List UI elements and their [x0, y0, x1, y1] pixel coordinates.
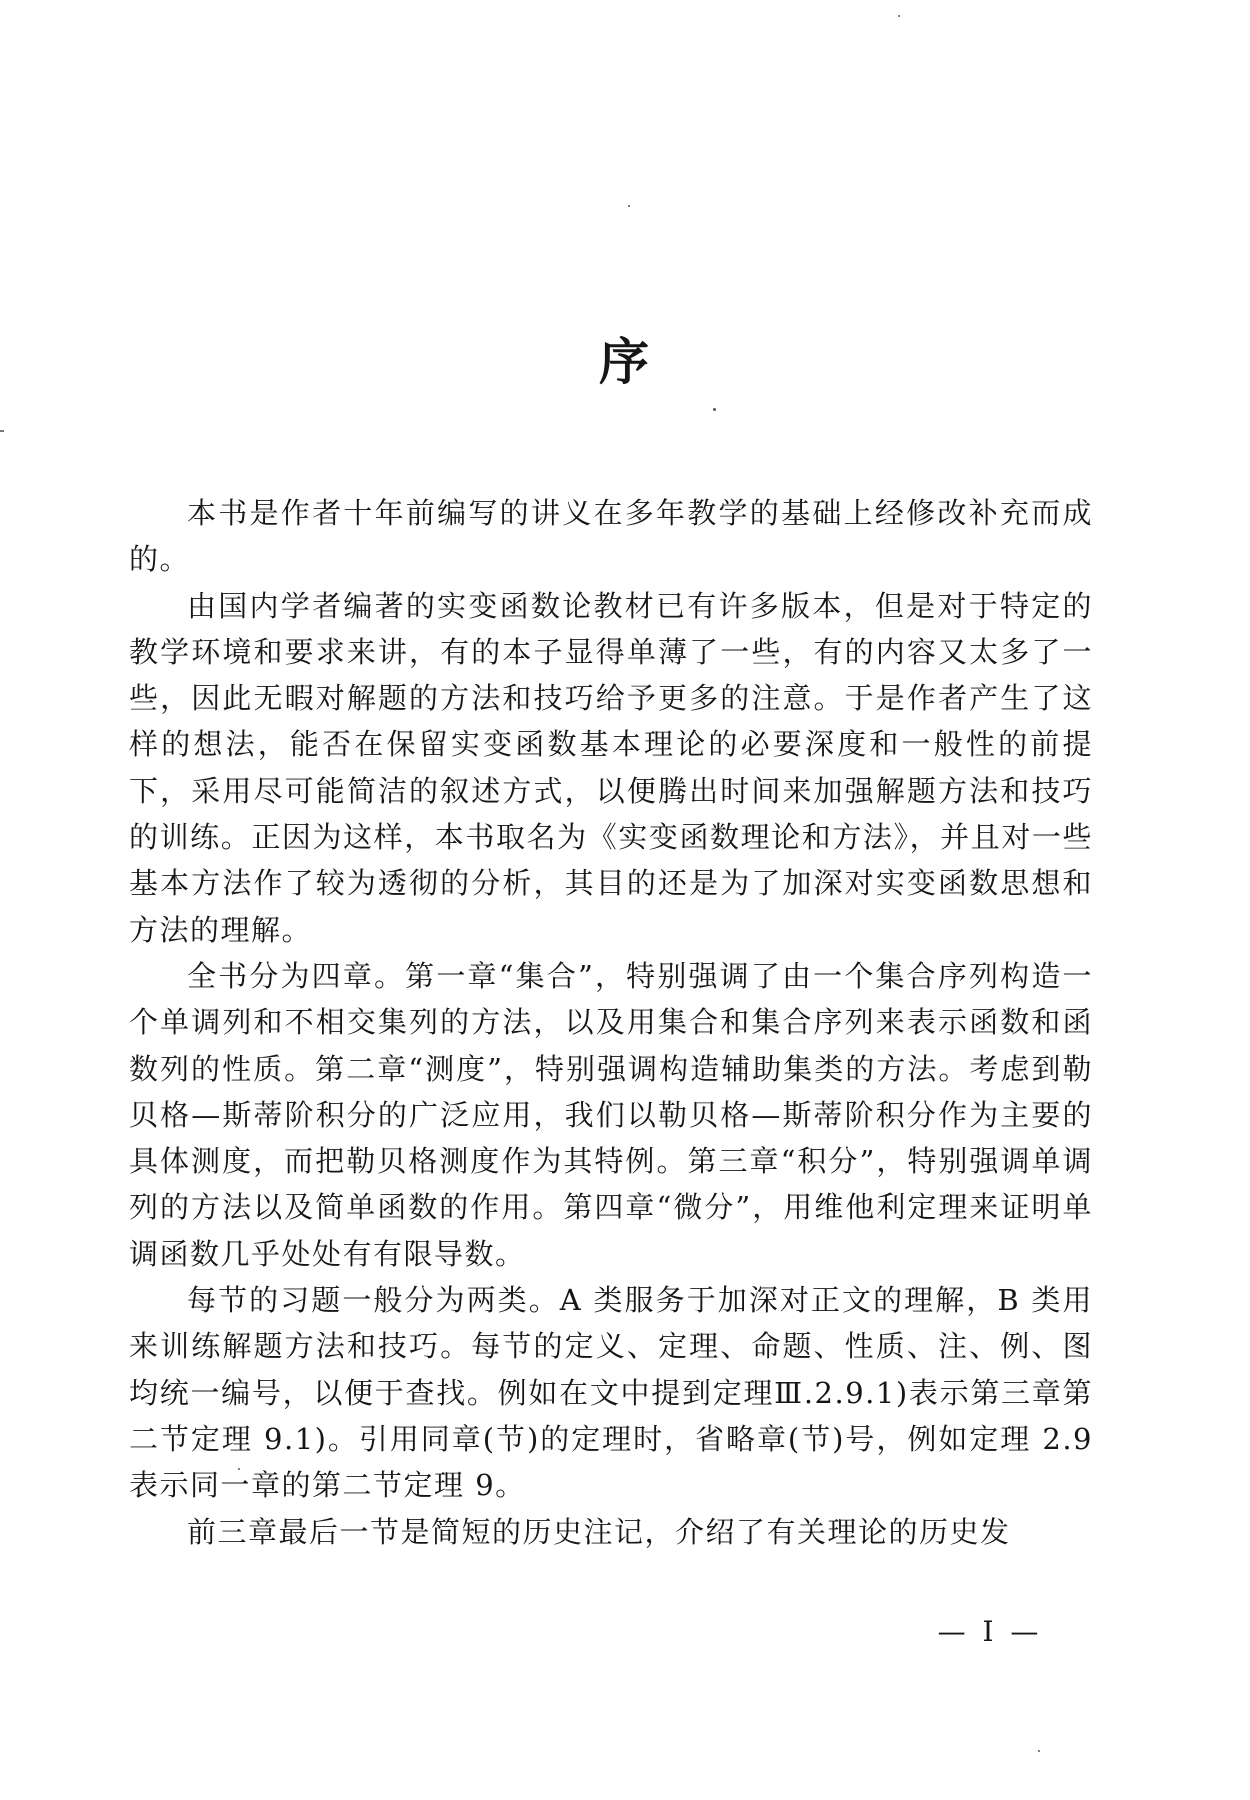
paragraph: 由国内学者编著的实变函数论教材已有许多版本，但是对于特定的教学环境和要求来讲，有的本子显得单薄了一些，有的内容又太多了一些，因此无暇对解题的方法和技巧给予更多的注意。于是作者产生了这样的想法，能否在保留实变函数基本理论的必要深度和一般性的前提下，采用尽可能简洁的叙述方式，以便腾出时间来加强解题方法和技巧的训练。正因为这样，本书取名为《实变函数理论和方法》，并且对一些基本方法作了较为透彻的分析，其目的还是为了加深对实变函数思想和方法的理解。: [129, 588, 1093, 947]
scan-speck: [713, 408, 716, 411]
paragraph: 每节的习题一般分为两类。A 类服务于加深对正文的理解，B 类用来训练解题方法和技巧。每节的定义、定理、命题、性质、注、例、图均统一编号，以便于查找。例如在文中提到定理Ⅲ.2.9.1)表示第三章第二节定理 9.1)。引用同章(节)的定理时，省略章(节)号，例如定理 2.9 表示同一章的第二节定理 9。: [129, 1283, 1093, 1503]
paragraph: 前三章最后一节是简短的历史注记，介绍了有关理论的历史发: [187, 1514, 1011, 1549]
scan-edge-mark: [0, 430, 4, 432]
page-number: — I —: [937, 1615, 1043, 1648]
paragraph: 全书分为四章。第一章“集合”，特别强调了由一个集合序列构造一个单调列和不相交集列的方法，以及用集合和集合序列来表示函数和函数列的性质。第二章“测度”，特别强调构造辅助集类的方法。考虑到勒贝格—斯蒂阶积分的广泛应用，我们以勒贝格—斯蒂阶积分作为主要的具体测度，而把勒贝格测度作为其特例。第三章“积分”，特别强调单调列的方法以及简单函数的作用。第四章“微分”，用维他利定理来证明单调函数几乎处处有有限导数。: [129, 958, 1093, 1271]
preface-body: [129, 490, 1093, 1555]
page-title: 序: [599, 332, 651, 391]
paragraph: 本书是作者十年前编写的讲义在多年教学的基础上经修改补充而成的。: [129, 496, 1093, 577]
scan-speck: [1038, 1750, 1040, 1752]
scan-speck: [898, 15, 900, 17]
scan-speck: [628, 205, 630, 207]
